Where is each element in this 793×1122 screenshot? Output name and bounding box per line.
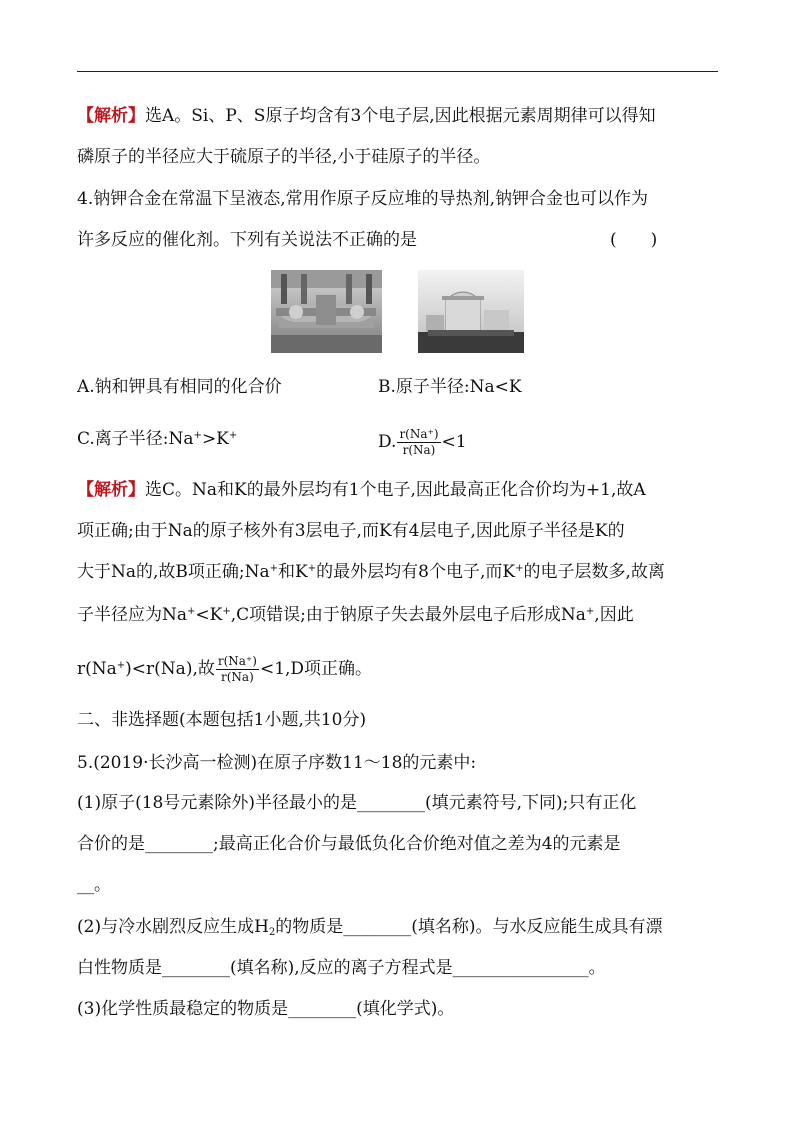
q4-analysis-line-2: 项正确;由于Na的原子核外有3层电子,而K有4层电子,因此原子半径是K的 [77, 521, 625, 541]
option-c: C.离子半径:Na+>K+ [77, 429, 238, 449]
q4-stem-line-1: 4.钠钾合金在常温下呈液态,常用作原子反应堆的导热剂,钠钾合金也可以作为 [77, 189, 649, 209]
q3-analysis-line-2: 磷原子的半径应大于硫原子的半径,小于硅原子的半径。 [77, 147, 491, 167]
option-b: B.原子半径:Na<K [378, 377, 522, 397]
q5-part1-line-2: 合价的是________;最高正化合价与最低负化合价绝对值之差为4的元素是 [77, 834, 621, 854]
radius-ratio-fraction: $\frac{r(Na^+)}{r(Na)}$ [217, 654, 257, 684]
option-d: D. $\frac{r(Na^+)}{r(Na)}$ <1 [378, 427, 467, 457]
q5-part1-line-3: __。 [77, 875, 111, 895]
q4-analysis-line-3: 大于Na的,故B项正确;Na+和K+的最外层均有8个电子,而K+的电子层数多,故离 [77, 562, 665, 582]
q5-part3: (3)化学性质最稳定的物质是________(填化学式)。 [77, 999, 455, 1019]
q5-part1-line-1: (1)原子(18号元素除外)半径最小的是________(填元素符号,下同);只有正化 [77, 793, 637, 813]
analysis-tag: 【解析】 [77, 106, 145, 126]
q4-analysis-line-4: 子半径应为Na+<K+,C项错误;由于钠原子失去最外层电子后形成Na+,因此 [77, 605, 634, 625]
reactor-hall-photo [271, 270, 382, 353]
q4-stem-line-2: 许多反应的催化剂。下列有关说法不正确的是 [77, 230, 417, 250]
q5-part2-line-2: 白性物质是________(填名称),反应的离子方程式是________________。 [77, 958, 606, 978]
header-rule [77, 71, 718, 72]
q5-stem: 5.(2019·长沙高一检测)在原子序数11～18的元素中: [77, 753, 477, 773]
section-heading: 二、非选择题(本题包括1小题,共10分) [77, 710, 367, 730]
analysis-tag: 【解析】 [77, 480, 145, 500]
option-a: A.钠和钾具有相同的化合价 [77, 377, 282, 397]
q4-analysis-line-1: 【解析】选C。Na和K的最外层均有1个电子,因此最高正化合价均为+1,故A [77, 480, 646, 500]
q5-part2-line-1: (2)与冷水剧烈反应生成$H_2$的物质是________(填名称)。与水反应能生成具有漂 [77, 917, 663, 938]
power-plant-photo [418, 270, 524, 353]
radius-ratio-fraction: $\frac{r(Na^+)}{r(Na)}$ [399, 427, 439, 457]
q3-analysis-line-1: 【解析】选A。Si、P、S原子均含有3个电子层,因此根据元素周期律可以得知 [77, 106, 656, 126]
q4-analysis-line-5: r(Na+)<r(Na),故 $\frac{r(Na^+)}{r(Na)}$ <1,D项正确。 [77, 654, 373, 684]
answer-paren: ( ) [610, 230, 658, 250]
